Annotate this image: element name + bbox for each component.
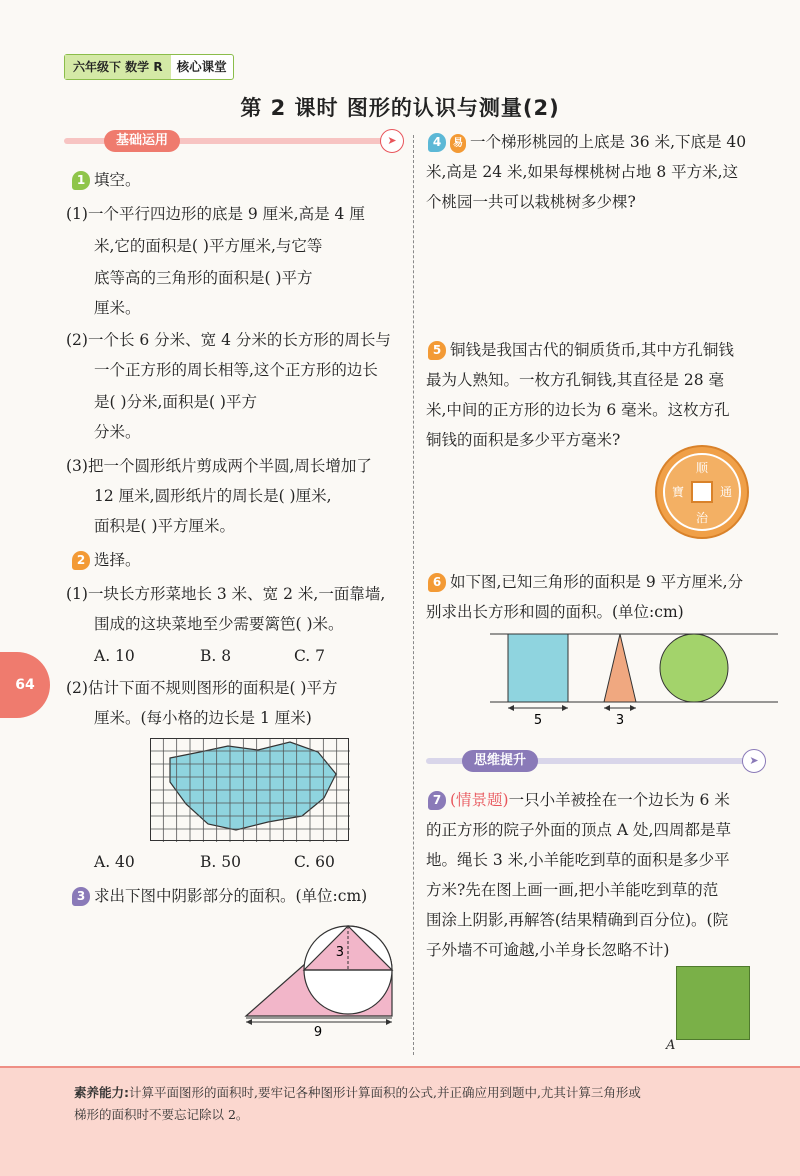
- q1-p1-line4: 厘米。: [94, 299, 141, 317]
- footer-label: 素养能力:: [74, 1085, 129, 1100]
- q1-p1-line2: 米,它的面积是( )平方厘米,与它等: [94, 237, 323, 255]
- point-a-label: A: [666, 1038, 676, 1053]
- q1-p2-line1: (2)一个长 6 分米、宽 4 分米的长方形的周长与: [66, 331, 391, 349]
- q7-text-4: 方米?先在图上画一画,把小羊能吃到草的范: [426, 881, 719, 899]
- q2-p1-option-c: C. 7: [294, 647, 326, 665]
- q1-heading: [72, 170, 141, 190]
- q1-p1-line3: 底等高的三角形的面积是( )平方: [94, 269, 313, 287]
- q1-p1-line1: (1)一个平行四边形的底是 9 厘米,高是 4 厘: [66, 205, 365, 223]
- copper-coin-image: [654, 444, 750, 540]
- q1-p2-line4: 分米。: [94, 423, 141, 441]
- q3-figure: [240, 912, 410, 1040]
- q7-text-5: 围涂上阴影,再解答(结果精确到百分位)。(院: [426, 911, 729, 929]
- coin-char-top: 顺: [695, 461, 709, 475]
- page-number-tab: 64: [0, 652, 50, 718]
- page-title: 第 2 课时 图形的认识与测量(2): [240, 96, 560, 120]
- q2-number: 2: [72, 551, 90, 570]
- q6-number: 6: [428, 573, 446, 592]
- q7-number: 7: [428, 791, 446, 810]
- q2-p1-option-b: B. 8: [200, 647, 232, 665]
- q7-tag: (情景题): [450, 791, 509, 809]
- q5-text-2: 最为人熟知。一枚方孔铜钱,其直径是 28 毫: [426, 371, 725, 389]
- q3-heading: [72, 886, 367, 906]
- q1-p2-line2: 一个正方形的周长相等,这个正方形的边长: [94, 361, 378, 379]
- q6-text-1: 如下图,已知三角形的面积是 9 平方厘米,分: [450, 573, 744, 591]
- footer-text-2: 梯形的面积时不要忘记除以 2。: [74, 1107, 249, 1122]
- q1-number: 1: [72, 171, 90, 190]
- q7-text-6: 子外墙不可逾越,小羊身长忽略不计): [426, 941, 670, 959]
- q2-p1-option-a: A. 10: [94, 647, 135, 665]
- q5-text-3: 米,中间的正方形的边长为 6 毫米。这枚方孔: [426, 401, 730, 419]
- q5-text-4: 铜钱的面积是多少平方毫米?: [426, 431, 621, 449]
- paper-plane-icon-2: ➤: [742, 749, 766, 773]
- q3-dim-height: 3: [335, 945, 344, 960]
- q2-p1-line2: 围成的这块菜地至少需要篱笆( )米。: [94, 615, 344, 633]
- q2-p2-option-a: A. 40: [94, 853, 135, 871]
- q4-text-1: 一个梯形桃园的上底是 36 米,下底是 40: [470, 133, 747, 151]
- footer-text-1: 计算平面图形的面积时,要牢记各种图形计算面积的公式,并正确应用到题中,尤其计算三角形或: [129, 1085, 641, 1100]
- column-divider: [413, 135, 414, 1055]
- q3-text: 求出下图中阴影部分的面积。(单位:cm): [94, 887, 368, 905]
- banner-advanced: [426, 750, 766, 772]
- banner-advanced-label: 思维提升: [462, 750, 538, 772]
- q2-label: 选择。: [94, 551, 141, 569]
- q1-p3-line3: 面积是( )平方厘米。: [94, 517, 236, 535]
- q6-dim-rect: 5: [533, 713, 543, 728]
- q4-badge: 易: [450, 134, 466, 153]
- q1-p3-line1: (3)把一个圆形纸片剪成两个半圆,周长增加了: [66, 457, 372, 475]
- q2-p2-option-b: B. 50: [200, 853, 241, 871]
- q6-text-2: 别求出长方形和圆的面积。(单位:cm): [426, 603, 684, 621]
- q5-text-1: 铜钱是我国古代的铜质货币,其中方孔铜钱: [450, 341, 734, 359]
- banner-basic: [64, 130, 404, 152]
- q4-text-3: 个桃园一共可以栽桃树多少棵?: [426, 193, 636, 211]
- q6-dim-tri: 3: [615, 713, 625, 728]
- q4-line1: [428, 132, 746, 153]
- q4-number: 4: [428, 133, 446, 152]
- q6-line1: [428, 572, 743, 592]
- q2-heading: [72, 550, 141, 570]
- q2-p2-line1: (2)估计下面不规则图形的面积是( )平方: [66, 679, 338, 697]
- q7-line1: [428, 790, 730, 810]
- course-label: 核心课堂: [176, 59, 227, 74]
- coin-char-left: 寶: [671, 485, 685, 499]
- yard-square: [676, 966, 750, 1040]
- footer-note: [74, 1082, 774, 1126]
- irregular-shape-grid: [150, 738, 350, 842]
- q7-text-1: 一只小羊被拴在一个边长为 6 米: [508, 791, 730, 809]
- q3-number: 3: [72, 887, 90, 906]
- q5-line1: [428, 340, 734, 360]
- banner-basic-label: 基础运用: [104, 130, 180, 152]
- q2-p2-line2: 厘米。(每小格的边长是 1 厘米): [94, 709, 312, 727]
- q3-dim-base: 9: [313, 1025, 323, 1040]
- coin-char-right: 通: [719, 485, 733, 499]
- coin-char-bottom: 治: [695, 511, 709, 525]
- book-header: [64, 54, 234, 80]
- q7-text-2: 的正方形的院子外面的顶点 A 处,四周都是草: [426, 821, 731, 839]
- q4-text-2: 米,高是 24 米,如果每棵桃树占地 8 平方米,这: [426, 163, 739, 181]
- q1-p2-line3: 是( )分米,面积是( )平方: [94, 393, 257, 411]
- q1-label: 填空。: [94, 171, 141, 189]
- q2-p1-line1: (1)一块长方形菜地长 3 米、宽 2 米,一面靠墙,: [66, 585, 386, 603]
- q5-number: 5: [428, 341, 446, 360]
- paper-plane-icon: ➤: [380, 129, 404, 153]
- q2-p2-option-c: C. 60: [294, 853, 335, 871]
- q7-text-3: 地。绳长 3 米,小羊能吃到草的面积是多少平: [426, 851, 730, 869]
- grade-label: 六年级下 数学 R: [65, 55, 171, 79]
- q6-figure: [490, 630, 780, 730]
- q1-p3-line2: 12 厘米,圆形纸片的周长是( )厘米,: [94, 487, 332, 505]
